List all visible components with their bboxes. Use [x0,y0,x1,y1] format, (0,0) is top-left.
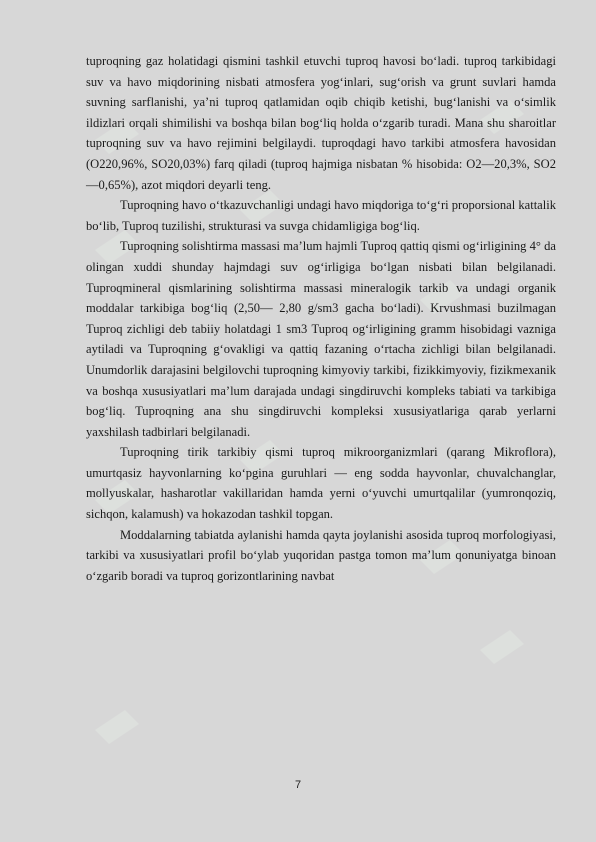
paragraph-2: Tuproqning havo o‘tkazuvchanligi undagi havo miqdoriga to‘g‘ri proporsional kattalik bo‘lib, Tuproq tuzilishi, strukturasi va suvga chidamligiga bog‘liq. [86,198,556,233]
paragraph-5: Moddalarning tabiatda aylanishi hamda qayta joylanishi asosida tuproq morfologiyasi, tarkibi va xususiyatlari profil bo‘ylab yuqoridan pastga tomon ma’lum qonuniyatga binoan o‘zgarib boradi va tuproq gorizontlarining navbat [86,527,556,583]
body-text [86,51,556,586]
paragraph-3: Tuproqning solishtirma massasi ma’lum hajmli Tuproq qattiq qismi og‘irligining 4° da olingan xuddi shunday hajmdagi suv og‘irligiga bo‘lgan nisbati bilan belgilanadi. Tuproqmineral qismlarining solishtirma massasi mineralogik tarkib va undagi organik moddalar tarkibiga bog‘liq (2,50— 2,80 g/sm3 gacha bo‘ladi). Krvushmasi buzilmagan Tuproq zichligi deb tabiiy holatdagi 1 sm3 Tuproq og‘irligining gramm hisobidagi vazniga aytiladi va Tuproqning g‘ovakligi va qattiq fazaning o‘rtacha zichligi bilan belgilanadi. Unumdorlik darajasini belgilovchi tuproqning kimyoviy tarkibi, fizikkimyoviy, fizikmexanik va boshqa xususiyatlari ma’lum darajada undagi singdiruvchi kompleks tabiati va tarkibiga bog‘liq. Tuproqning ana shu singdiruvchi kompleksi xususiyatlariga qarab yerlarni yaxshilash tadbirlari belgilanadi. [86,239,556,439]
paragraph-1: tuproqning gaz holatidagi qismini tashkil etuvchi tuproq havosi bo‘ladi. tuproq tarkibidagi suv va havo miqdorining nisbati atmosfera yog‘inlari, sug‘orish va grunt suvlari hamda suvning sarflanishi, ya’ni tuproq qatlamidan oqib chiqib ketishi, bug‘lanishi va o‘simlik ildizlari orqali shimilishi va boshqa bilan bog‘liq holda o‘zgarib turadi. Mana shu sharoitlar tuproqning suv va havo rejimini belgilaydi. tuproqdagi havo tarkibi atmosfera havosidan (O220,96%, SO20,03%) farq qiladi (tuproq hajmiga nisbatan % hisobida: O2—20,3%, SO2—0,65%), azot miqdori deyarli teng. [86,54,556,192]
page-number: 7 [294,779,302,791]
paragraph-4: Tuproqning tirik tarkibiy qismi tuproq mikroorganizmlari (qarang Mikroflora), umurtqasiz hayvonlarning ko‘pgina guruhlari — eng sodda hayvonlar, chuvalchanglar, mollyuskalar, hasharotlar vakillaridan hamda yerni o‘yuvchi umurtqalilar (yumronqoziq, sichqon, kalamush) va hokazodan tashkil topgan. [86,445,556,522]
